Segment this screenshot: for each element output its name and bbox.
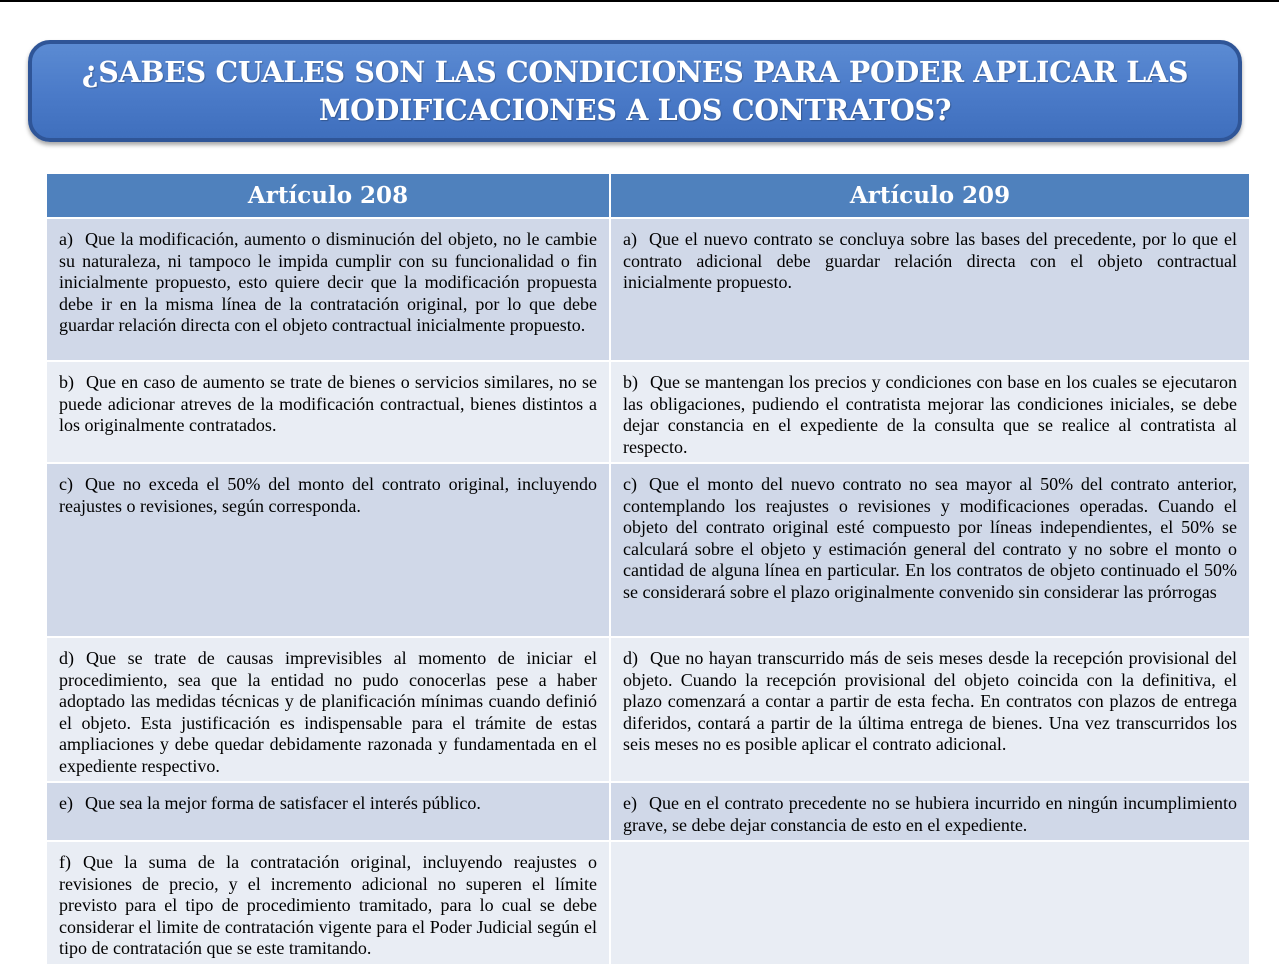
cell-208-e — [46, 782, 610, 841]
cell-208-d — [46, 637, 610, 782]
page-title — [82, 53, 1188, 129]
item-text: Que en el contrato precedente no se hubiera incurrido en ningún incumplimiento grave, se debe dejar constancia de esto en el expediente. — [623, 793, 1237, 835]
item-letter: c) — [623, 474, 637, 494]
table-header-row — [46, 173, 1250, 218]
cell-209-e — [610, 782, 1250, 841]
title-line-1: ¿SABES CUALES SON LAS CONDICIONES PARA PODER APLICAR LAS — [81, 55, 1189, 89]
cell-208-f — [46, 841, 610, 965]
table-row — [46, 218, 1250, 361]
cell-209-a — [610, 218, 1250, 361]
item-letter: e) — [59, 793, 73, 813]
item-text: Que sea la mejor forma de satisfacer el interés público. — [84, 793, 481, 813]
item-letter: e) — [623, 793, 637, 813]
item-letter: c) — [59, 474, 73, 494]
header-articulo-209: Artículo 209 — [610, 173, 1250, 218]
item-letter: d) — [623, 648, 638, 668]
cell-208-a — [46, 218, 610, 361]
item-letter: a) — [623, 229, 637, 249]
title-banner — [28, 40, 1242, 142]
item-letter: d) — [59, 648, 74, 668]
item-text: Que se trate de causas imprevisibles al momento de iniciar el procedimiento, sea que la entidad no pudo conocerlas pese a haber adoptado las medidas técnicas y de planificación mínimas cuando definió el objeto. Esta justificación es indispensable para el trámite de estas ampliaciones y debe quedar debidamente razonada y fundamentada en el expediente respectivo. — [59, 648, 597, 776]
item-letter: f) — [59, 852, 71, 872]
cell-209-c — [610, 463, 1250, 637]
cell-208-c — [46, 463, 610, 637]
table-row — [46, 782, 1250, 841]
item-text: Que no exceda el 50% del monto del contrato original, incluyendo reajustes o revisiones, según corresponda. — [59, 474, 597, 516]
table-row — [46, 463, 1250, 637]
item-letter: b) — [623, 372, 638, 392]
item-text: Que la modificación, aumento o disminución del objeto, no le cambie su naturaleza, ni tampoco le impida cumplir con su funcionalidad o fin inicialmente propuesto, esto quiere decir que la modificación propuesta debe ir en la misma línea de la contratación original, por lo que debe guardar relación directa con el objeto contractual inicialmente propuesto. — [59, 229, 597, 335]
comparison-table — [45, 172, 1251, 966]
table-row — [46, 361, 1250, 463]
item-text: Que en caso de aumento se trate de bienes o servicios similares, no se puede adicionar atreves de la modificación contractual, bienes distintos a los originalmente contratados. — [59, 372, 597, 435]
item-text: Que el nuevo contrato se concluya sobre las bases del precedente, por lo que el contrato adicional debe guardar relación directa con el objeto contractual inicialmente propuesto. — [623, 229, 1237, 292]
cell-209-d — [610, 637, 1250, 782]
top-border-line — [0, 0, 1279, 2]
cell-209-empty — [610, 841, 1250, 965]
table-row — [46, 637, 1250, 782]
title-line-2: MODIFICACIONES A LOS CONTRATOS? — [318, 93, 952, 127]
cell-208-b — [46, 361, 610, 463]
item-text: Que se mantengan los precios y condiciones con base en los cuales se ejecutaron las obligaciones, pudiendo el contratista mejorar las condiciones iniciales, se debe dejar constancia en el expediente de la consulta que se realice al contratista al respecto. — [623, 372, 1237, 457]
item-text: Que el monto del nuevo contrato no sea mayor al 50% del contrato anterior, contemplando los reajustes o revisiones y modificaciones operadas. Cuando el objeto del contrato original esté compuesto por líneas independientes, el 50% se calculará sobre el objeto y estimación general del contrato y no sobre el monto o cantidad de alguna línea en particular. En los contratos de objeto continuado el 50% se considerará sobre el plazo originalmente convenido sin considerar las prórrogas — [623, 474, 1237, 602]
item-letter: a) — [59, 229, 73, 249]
item-letter: b) — [59, 372, 74, 392]
table-row — [46, 841, 1250, 965]
item-text: Que no hayan transcurrido más de seis meses desde la recepción provisional del objeto. Cuando la recepción provisional del objeto coincida con la definitiva, el plazo comenzará a contar a partir de esta fecha. En contratos con plazos de entrega diferidos, contará a partir de la última entrega de bienes. Una vez transcurridos los seis meses no es posible aplicar el contrato adicional. — [623, 648, 1237, 754]
header-articulo-208: Artículo 208 — [46, 173, 610, 218]
item-text: Que la suma de la contratación original, incluyendo reajustes o revisiones de precio, y el incremento adicional no superen el límite previsto para el tipo de procedimiento tramitado, para lo cual se debe considerar el limite de contratación vigente para el Poder Judicial según el tipo de contratación que se este tramitando. — [59, 852, 597, 958]
cell-209-b — [610, 361, 1250, 463]
